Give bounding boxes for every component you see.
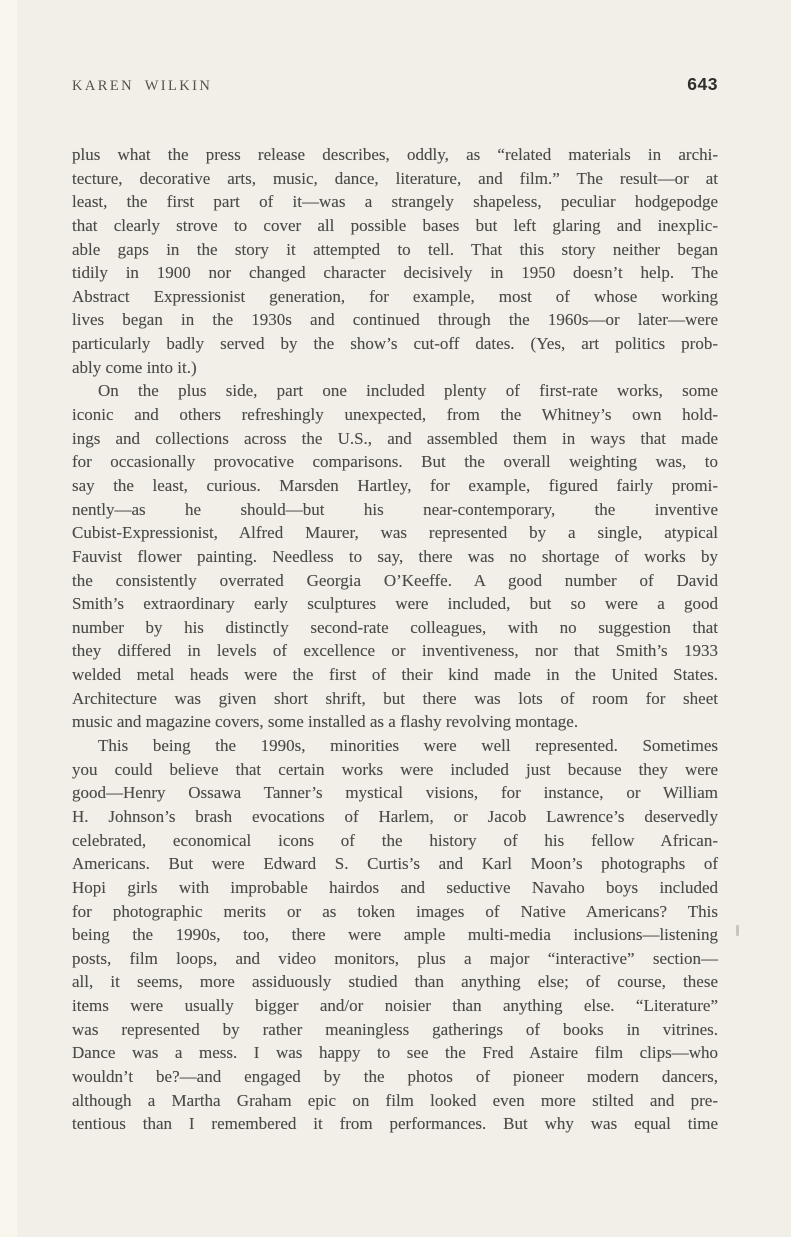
text-line: you could believe that certain works were included just because they were xyxy=(72,759,718,779)
text-line: all, it seems, more assiduously studied than anything else; of course, these xyxy=(72,972,718,992)
text-line: good—Henry Ossawa Tanner’s mystical visions, for instance, or William xyxy=(72,783,718,803)
text-line: Smith’s extraordinary early sculptures were included, but so were a good xyxy=(72,594,718,614)
text-line: music and magazine covers, some installed as a flashy revolving montage. xyxy=(72,712,579,732)
text-line: the consistently overrated Georgia O’Keeffe. A good number of David xyxy=(72,570,718,590)
text-line: ably come into it.) xyxy=(72,357,197,377)
text-line: particularly badly served by the show’s cut-off dates. (Yes, art politics prob- xyxy=(72,334,718,354)
text-line: Abstract Expressionist generation, for example, most of whose working xyxy=(72,286,718,306)
text-line: Fauvist flower painting. Needless to say, there was no shortage of works by xyxy=(72,546,718,566)
text-line: On the plus side, part one included plenty of first-rate works, some xyxy=(98,381,718,401)
text-line: posts, film loops, and video monitors, plus a major “interactive” section— xyxy=(72,948,718,968)
text-line: they differed in levels of excellence or inventiveness, nor that Smith’s 1933 xyxy=(72,641,718,661)
running-head-author: KAREN WILKIN xyxy=(72,78,213,94)
text-line: welded metal heads were the first of their kind made in the United States. xyxy=(72,665,718,685)
page-edge-strip xyxy=(0,0,17,1237)
text-line: number by his distinctly second-rate colleagues, with no suggestion that xyxy=(72,617,718,637)
text-line: lives began in the 1930s and continued through the 1960s—or later—were xyxy=(72,310,718,330)
text-line: say the least, curious. Marsden Hartley, for example, figured fairly promi- xyxy=(72,475,718,495)
text-line: plus what the press release describes, oddly, as “related materials in archi- xyxy=(72,145,718,164)
text-line: nently—as he should—but his near-contemporary, the inventive xyxy=(72,499,718,519)
text-line: Americans. But were Edward S. Curtis’s and Karl Moon’s photographs of xyxy=(72,854,718,874)
running-header xyxy=(72,74,718,95)
text-line: Hopi girls with improbable hairdos and seductive Navaho boys included xyxy=(72,877,718,897)
body-text xyxy=(72,143,718,1136)
text-line: tecture, decorative arts, music, dance, literature, and film.” The result—or at xyxy=(72,168,718,188)
text-line: although a Martha Graham epic on film looked even more stilted and pre- xyxy=(72,1090,718,1110)
text-line: for occasionally provocative comparisons. But the overall weighting was, to xyxy=(72,452,718,472)
text-line: This being the 1990s, minorities were well represented. Sometimes xyxy=(98,736,718,756)
text-line: for photographic merits or as token images of Native Americans? This xyxy=(72,901,718,921)
text-line: ings and collections across the U.S., and assembled them in ways that made xyxy=(72,428,718,448)
text-line: celebrated, economical icons of the history of his fellow African- xyxy=(72,830,718,850)
text-line: being the 1990s, too, there were ample multi-media inclusions—listening xyxy=(72,925,718,945)
text-line: that clearly strove to cover all possible bases but left glaring and inexplic- xyxy=(72,215,718,235)
text-line: H. Johnson’s brash evocations of Harlem, or Jacob Lawrence’s deservedly xyxy=(72,806,718,826)
text-line: least, the first part of it—was a strangely shapeless, peculiar hodgepodge xyxy=(72,192,718,212)
text-line: was represented by rather meaningless gatherings of books in vitrines. xyxy=(72,1019,718,1039)
text-line: able gaps in the story it attempted to tell. That this story neither began xyxy=(72,239,718,259)
text-line: Cubist-Expressionist, Alfred Maurer, was represented by a single, atypical xyxy=(72,523,718,543)
page-number: 643 xyxy=(687,74,718,94)
text-line: Architecture was given short shrift, but there was lots of room for sheet xyxy=(72,688,718,708)
text-line: iconic and others refreshingly unexpected, from the Whitney’s own hold- xyxy=(72,405,718,425)
text-line: tidily in 1900 nor changed character decisively in 1950 doesn’t help. The xyxy=(72,263,718,283)
text-line: items were usually bigger and/or noisier than anything else. “Literature” xyxy=(72,996,718,1016)
text-line: tentious than I remembered it from performances. But why was equal time xyxy=(72,1114,718,1134)
text-line: wouldn’t be?—and engaged by the photos of pioneer modern dancers, xyxy=(72,1066,718,1086)
scan-artifact-mark xyxy=(736,925,739,936)
text-line: Dance was a mess. I was happy to see the Fred Astaire film clips—who xyxy=(72,1043,718,1063)
